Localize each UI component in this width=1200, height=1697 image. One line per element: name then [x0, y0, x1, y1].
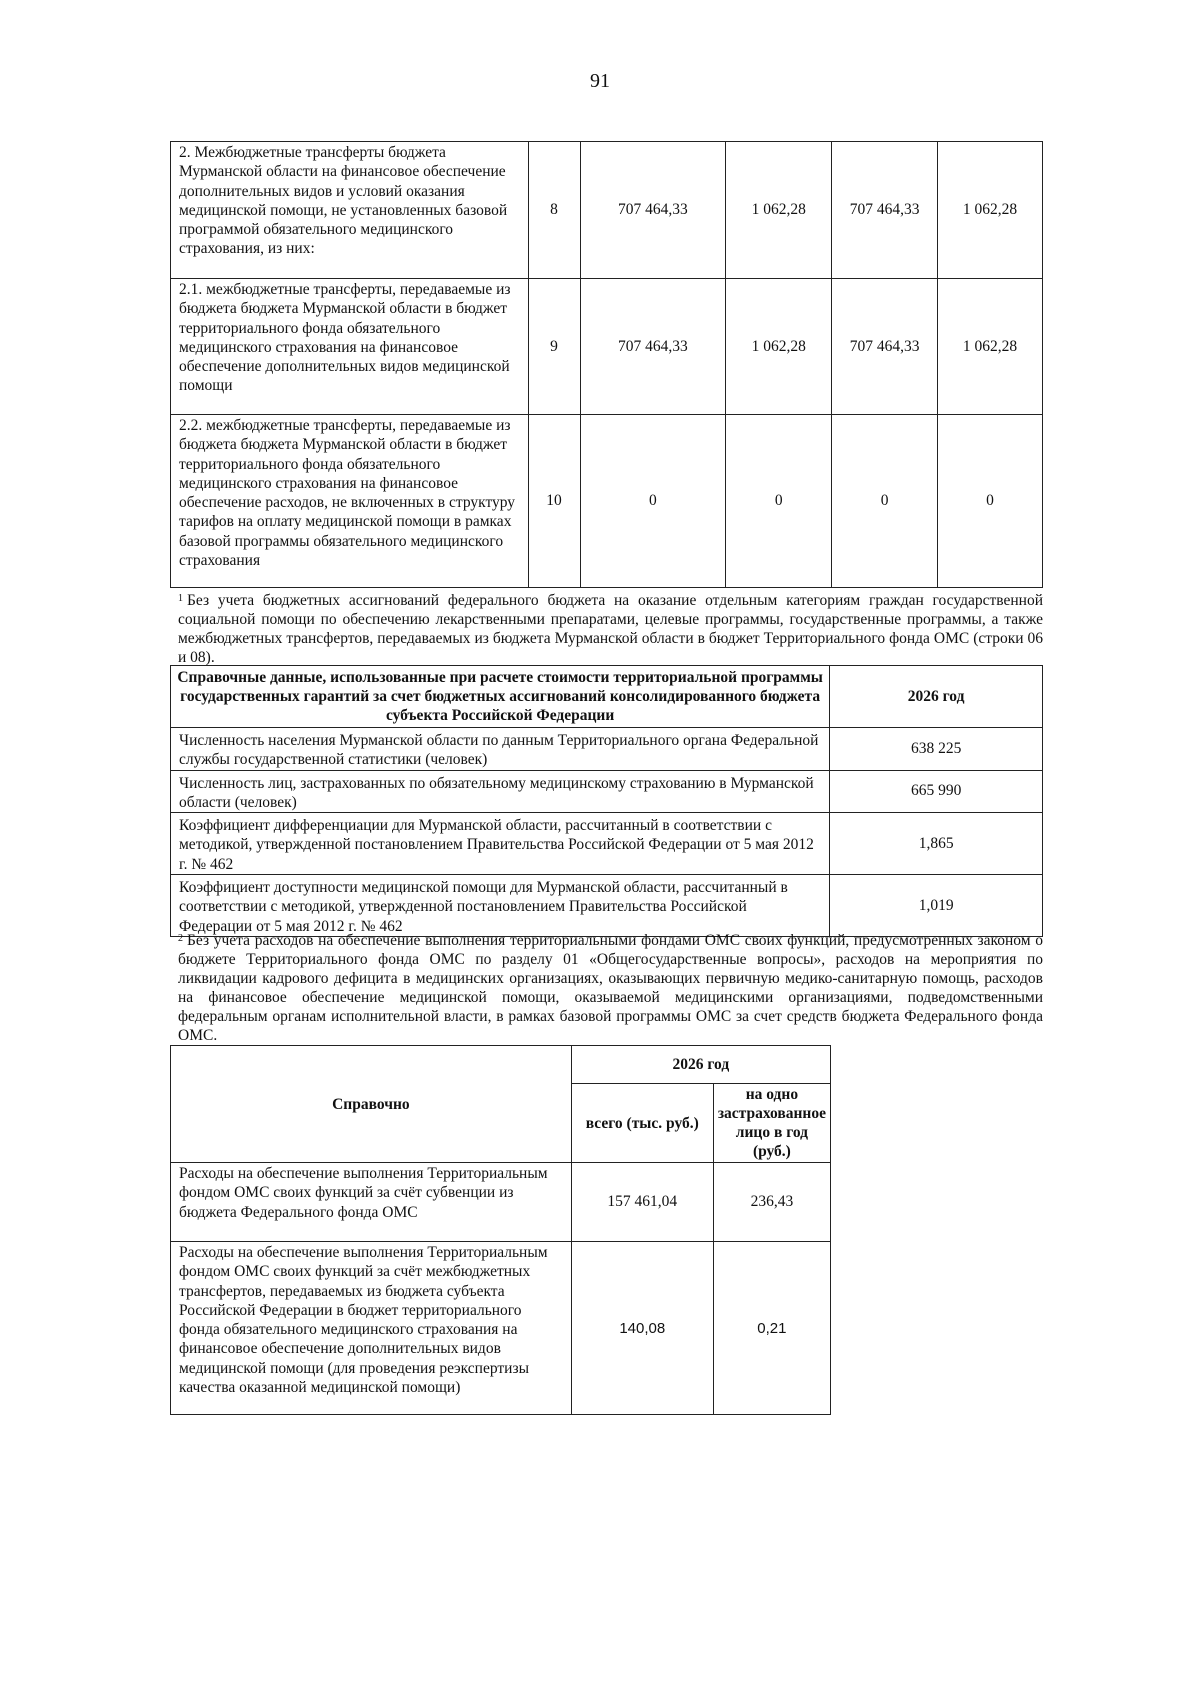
row-label: 2. Межбюджетные трансферты бюджета Мурманской области на финансовое обеспечение дополнительных видов и условий оказания медицинской помощи, не установленных базовой программой обязательного медицинского страхования, из них:: [171, 142, 529, 279]
table-row: [171, 1163, 831, 1242]
header-year: 2026 год: [830, 666, 1043, 728]
value-cell: 707 464,33: [580, 142, 726, 279]
table-row: [171, 770, 1043, 813]
line-number: 9: [528, 279, 580, 415]
transfers-table: [170, 141, 1043, 588]
footnote-mark: 2: [178, 933, 183, 944]
table-row: [171, 875, 1043, 937]
table-header-row: [171, 666, 1043, 728]
row-label: Коэффициент дифференциации для Мурманской области, рассчитанный в соответствии с методикой, утвержденной постановлением Правительства Российской Федерации от 5 мая 2012 г. № 462: [171, 813, 830, 875]
reference-table: [170, 665, 1043, 937]
table-row: [171, 813, 1043, 875]
table-row: [171, 279, 1043, 415]
value-cell: 707 464,33: [832, 142, 938, 279]
footnote-text: Без учета расходов на обеспечение выполнения территориальными фондами ОМС своих функций, предусмотренных законом о бюджете Территориального фонда ОМС по разделу 01 «Общегосударственные вопросы», расходов на мероприятия по ликвидации кадрового дефицита в медицинских организациях, оказывающих первичную медико-санитарную помощь, расходов на финансовое обеспечение медицинской помощи, оказываемой медицинскими организациями, подведомственными федеральным органам исполнительной власти, в рамках базовой программы ОМС за счет средств бюджета Федерального фонда ОМС.: [178, 932, 1043, 1044]
value-cell: 0: [726, 415, 832, 588]
value-cell: 157 461,04: [571, 1163, 713, 1242]
header-total: всего (тыс. руб.): [571, 1084, 713, 1163]
row-label: Численность лиц, застрахованных по обязательному медицинскому страхованию в Мурманской области (человек): [171, 770, 830, 813]
value-cell: 1 062,28: [726, 279, 832, 415]
header-per-person: на одно застрахованное лицо в год (руб.): [713, 1084, 830, 1163]
value-cell: 0: [580, 415, 726, 588]
row-label: Расходы на обеспечение выполнения Территориальным фондом ОМС своих функций за счёт межбюджетных трансфертов, передаваемых из бюджета субъекта Российской Федерации в бюджет территориального фонда обязательного медицинского страхования на финансовое обеспечение дополнительных видов медицинской помощи (для проведения реэкспертизы качества оказанной медицинской помощи): [171, 1242, 572, 1415]
line-number: 8: [528, 142, 580, 279]
table-row: [171, 728, 1043, 771]
table-row: [171, 1242, 831, 1415]
row-label: 2.1. межбюджетные трансферты, передаваемые из бюджета бюджета Мурманской области в бюджет территориального фонда обязательного медицинского страхования на финансовое обеспечение дополнительных видов медицинской помощи: [171, 279, 529, 415]
table-row: [171, 415, 1043, 588]
footnote-2: [178, 931, 1043, 1045]
row-label: Коэффициент доступности медицинской помощи для Мурманской области, рассчитанный в соответствии с методикой, утвержденной постановлением Правительства Российской Федерации от 5 мая 2012 г. № 462: [171, 875, 830, 937]
value-cell: 140,08: [571, 1242, 713, 1415]
line-number: 10: [528, 415, 580, 588]
header-label: Справочные данные, использованные при расчете стоимости территориальной программы государственных гарантий за счет бюджетных ассигнований консолидированного бюджета субъекта Российской Федерации: [171, 666, 830, 728]
footnote-text: Без учета бюджетных ассигнований федерального бюджета на оказание отдельным категориям граждан государственной социальной помощи по обеспечению лекарственными препаратами, целевые программы, государственные программы, а также межбюджетных трансфертов, передаваемых из бюджета Мурманской области в бюджет Территориального фонда ОМС (строки 06 и 08).: [178, 592, 1043, 666]
row-label: Расходы на обеспечение выполнения Территориальным фондом ОМС своих функций за счёт субвенции из бюджета Федерального фонда ОМС: [171, 1163, 572, 1242]
table-row: [171, 142, 1043, 279]
row-label: Численность населения Мурманской области по данным Территориального органа Федеральной службы государственной статистики (человек): [171, 728, 830, 771]
value-cell: 1,019: [830, 875, 1043, 937]
value-cell: 0: [938, 415, 1043, 588]
value-cell: 236,43: [713, 1163, 830, 1242]
header-label: Справочно: [171, 1046, 572, 1163]
value-cell: 1 062,28: [726, 142, 832, 279]
table-header-row: [171, 1046, 831, 1084]
value-cell: 665 990: [830, 770, 1043, 813]
info-table: [170, 1045, 831, 1415]
page-number: 91: [590, 70, 610, 92]
value-cell: 1,865: [830, 813, 1043, 875]
value-cell: 1 062,28: [938, 279, 1043, 415]
footnote-1: [178, 591, 1043, 667]
header-year: 2026 год: [571, 1046, 830, 1084]
value-cell: 707 464,33: [832, 279, 938, 415]
value-cell: 707 464,33: [580, 279, 726, 415]
value-cell: 638 225: [830, 728, 1043, 771]
footnote-mark: 1: [178, 593, 183, 604]
value-cell: 0,21: [713, 1242, 830, 1415]
value-cell: 0: [832, 415, 938, 588]
value-cell: 1 062,28: [938, 142, 1043, 279]
row-label: 2.2. межбюджетные трансферты, передаваемые из бюджета бюджета Мурманской области в бюджет территориального фонда обязательного медицинского страхования на финансовое обеспечение расходов, не включенных в структуру тарифов на оплату медицинской помощи в рамках базовой программы обязательного медицинского страхования: [171, 415, 529, 588]
